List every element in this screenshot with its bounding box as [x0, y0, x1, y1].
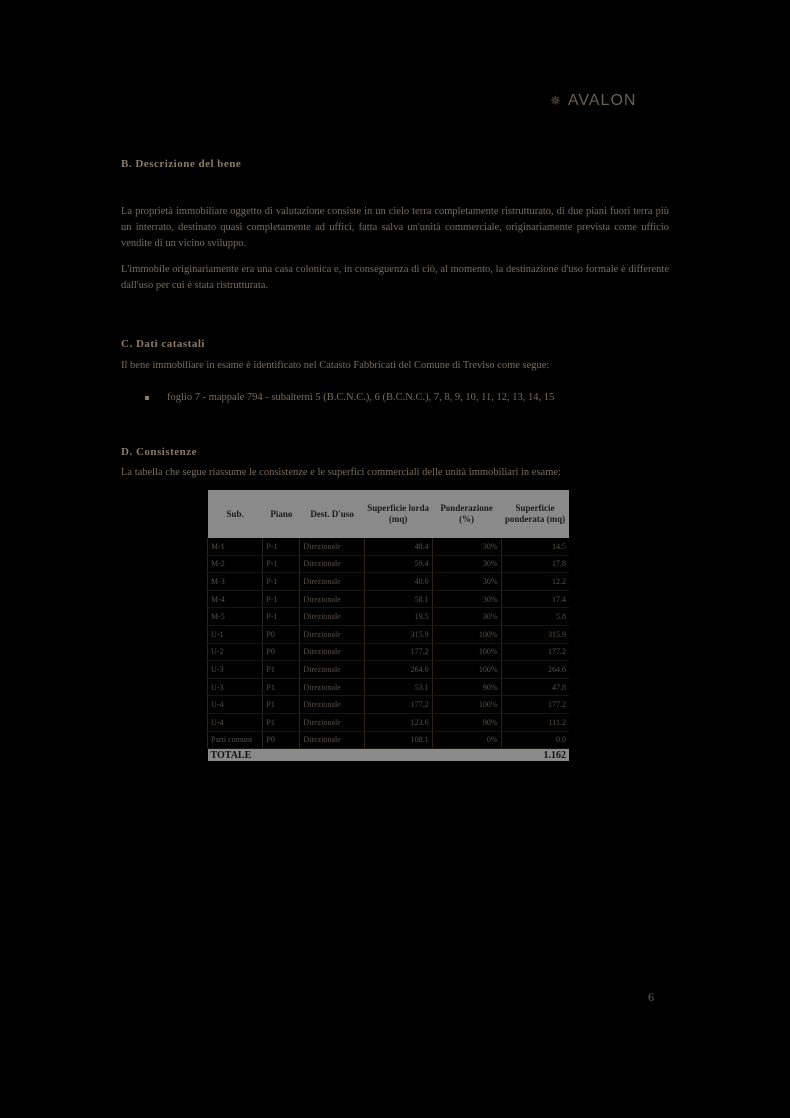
cell-piano: P0	[263, 731, 300, 749]
cell-dest: Direzionale	[300, 731, 364, 749]
cell-superficie-ponderata: 177.2	[501, 696, 569, 714]
section-c-title: C. Dati catastali	[121, 338, 205, 350]
section-d-title: D. Consistenze	[121, 446, 198, 458]
table-row	[208, 713, 570, 731]
cell-superficie-lorda: 59.4	[364, 555, 432, 573]
table-total-row	[208, 749, 570, 762]
cell-superficie-ponderata: 0.0	[501, 731, 569, 749]
col-header-ponderazione: Ponderazione (%)	[432, 490, 501, 538]
cell-ponderazione: 30%	[432, 555, 501, 573]
cell-superficie-ponderata: 17.8	[501, 555, 569, 573]
cell-piano: P0	[263, 625, 300, 643]
cell-superficie-ponderata: 315.9	[501, 625, 569, 643]
table-row	[208, 590, 570, 608]
cell-superficie-lorda: 123.6	[364, 713, 432, 731]
cell-superficie-lorda: 48.4	[364, 538, 432, 555]
cell-superficie-lorda: 177.2	[364, 696, 432, 714]
cell-superficie-ponderata: 5.8	[501, 608, 569, 626]
total-label: TOTALE	[208, 749, 502, 762]
cell-ponderazione: 30%	[432, 538, 501, 555]
table-row	[208, 731, 570, 749]
cell-superficie-ponderata: 14.5	[501, 538, 569, 555]
cell-dest: Direzionale	[300, 538, 364, 555]
cell-piano: P-1	[263, 573, 300, 591]
cell-piano: P1	[263, 696, 300, 714]
cell-sub: U-4	[208, 713, 263, 731]
cell-ponderazione: 90%	[432, 678, 501, 696]
col-header-dest: Dest. D'uso	[300, 490, 364, 538]
cell-piano: P1	[263, 661, 300, 679]
cell-sub: U-1	[208, 625, 263, 643]
cell-dest: Direzionale	[300, 643, 364, 661]
table-row	[208, 608, 570, 626]
cell-ponderazione: 90%	[432, 713, 501, 731]
logo	[550, 92, 636, 110]
cell-superficie-lorda: 53.1	[364, 678, 432, 696]
col-header-piano: Piano	[263, 490, 300, 538]
cell-dest: Direzionale	[300, 696, 364, 714]
cell-ponderazione: 30%	[432, 608, 501, 626]
table-row	[208, 661, 570, 679]
cell-sub: U-3	[208, 661, 263, 679]
cell-piano: P0	[263, 643, 300, 661]
cadastral-text: foglio 7 - mappale 794 - subalterni 5 (B.C.N.C.), 6 (B.C.N.C.), 7, 8, 9, 10, 11, 12, 13, 14, 15	[167, 392, 555, 403]
cell-sub: U-3	[208, 678, 263, 696]
cell-dest: Direzionale	[300, 661, 364, 679]
section-b-paragraph-1: La proprietà immobiliare oggetto di valutazione consiste in un cielo terra completamente ristrutturato, di due piani fuori terra più un interrato, destinato quasi completamente ad uffici, fatta salva un'unità commerciale, originariamente prevista come ufficio vendite di un vicino sviluppo.	[121, 206, 669, 249]
cell-piano: P-1	[263, 555, 300, 573]
cell-sub: M-5	[208, 608, 263, 626]
cell-sub: M-2	[208, 555, 263, 573]
cell-superficie-ponderata: 177.2	[501, 643, 569, 661]
cell-ponderazione: 100%	[432, 696, 501, 714]
cell-dest: Direzionale	[300, 590, 364, 608]
consistency-table	[207, 490, 569, 761]
cell-superficie-lorda: 19.5	[364, 608, 432, 626]
cell-sub: U-2	[208, 643, 263, 661]
section-b-title: B. Descrizione del bene	[121, 158, 242, 170]
cell-ponderazione: 0%	[432, 731, 501, 749]
page-number: 6	[648, 990, 654, 1004]
cell-dest: Direzionale	[300, 625, 364, 643]
cell-dest: Direzionale	[300, 573, 364, 591]
cell-ponderazione: 100%	[432, 643, 501, 661]
cell-superficie-lorda: 177.2	[364, 643, 432, 661]
cell-ponderazione: 100%	[432, 625, 501, 643]
cell-superficie-lorda: 40.6	[364, 573, 432, 591]
cell-piano: P-1	[263, 538, 300, 555]
cell-dest: Direzionale	[300, 608, 364, 626]
cell-superficie-lorda: 315.9	[364, 625, 432, 643]
cell-piano: P1	[263, 678, 300, 696]
cell-superficie-ponderata: 111.2	[501, 713, 569, 731]
cell-superficie-ponderata: 17.4	[501, 590, 569, 608]
table-row	[208, 678, 570, 696]
cell-piano: P-1	[263, 608, 300, 626]
cell-sub: U-4	[208, 696, 263, 714]
cell-piano: P1	[263, 713, 300, 731]
total-value: 1.162	[501, 749, 569, 762]
table-row	[208, 538, 570, 555]
cell-superficie-lorda: 264.6	[364, 661, 432, 679]
col-header-sub: Sub.	[208, 490, 263, 538]
table-row	[208, 643, 570, 661]
table-row	[208, 573, 570, 591]
cell-sub: M-1	[208, 538, 263, 555]
cell-dest: Direzionale	[300, 678, 364, 696]
logo-text: AVALON	[567, 92, 637, 109]
bullet-icon	[145, 396, 149, 400]
section-b-paragraph-2: L'immobile originariamente era una casa colonica e, in conseguenza di ciò, al momento, la destinazione d'uso formale è differente dall'uso per cui è stata ristrutturata.	[121, 264, 669, 291]
table-row	[208, 696, 570, 714]
cell-ponderazione: 30%	[432, 590, 501, 608]
cell-dest: Direzionale	[300, 713, 364, 731]
col-header-superficie-lorda: Superficie lorda (mq)	[364, 490, 432, 538]
col-header-superficie-ponderata: Superficie ponderata (mq)	[501, 490, 569, 538]
cell-sub: M-4	[208, 590, 263, 608]
cell-superficie-ponderata: 264.6	[501, 661, 569, 679]
cell-superficie-ponderata: 12.2	[501, 573, 569, 591]
cell-piano: P-1	[263, 590, 300, 608]
cadastral-list-item	[145, 392, 554, 403]
cell-superficie-lorda: 58.1	[364, 590, 432, 608]
section-d-paragraph: La tabella che segue riassume le consistenze e le superfici commerciali delle unità immobiliari in esame:	[121, 467, 561, 478]
cell-sub: M-3	[208, 573, 263, 591]
cell-ponderazione: 100%	[432, 661, 501, 679]
table-header-row	[208, 490, 570, 538]
cell-ponderazione: 30%	[432, 573, 501, 591]
table-row	[208, 555, 570, 573]
star-icon: ✵	[550, 93, 562, 108]
cell-dest: Direzionale	[300, 555, 364, 573]
table-row	[208, 625, 570, 643]
cell-superficie-lorda: 108.1	[364, 731, 432, 749]
cell-sub: Parti comuni	[208, 731, 263, 749]
cell-superficie-ponderata: 47.8	[501, 678, 569, 696]
section-c-paragraph: Il bene immobiliare in esame è identificato nel Catasto Fabbricati del Comune di Treviso come segue:	[121, 360, 550, 371]
